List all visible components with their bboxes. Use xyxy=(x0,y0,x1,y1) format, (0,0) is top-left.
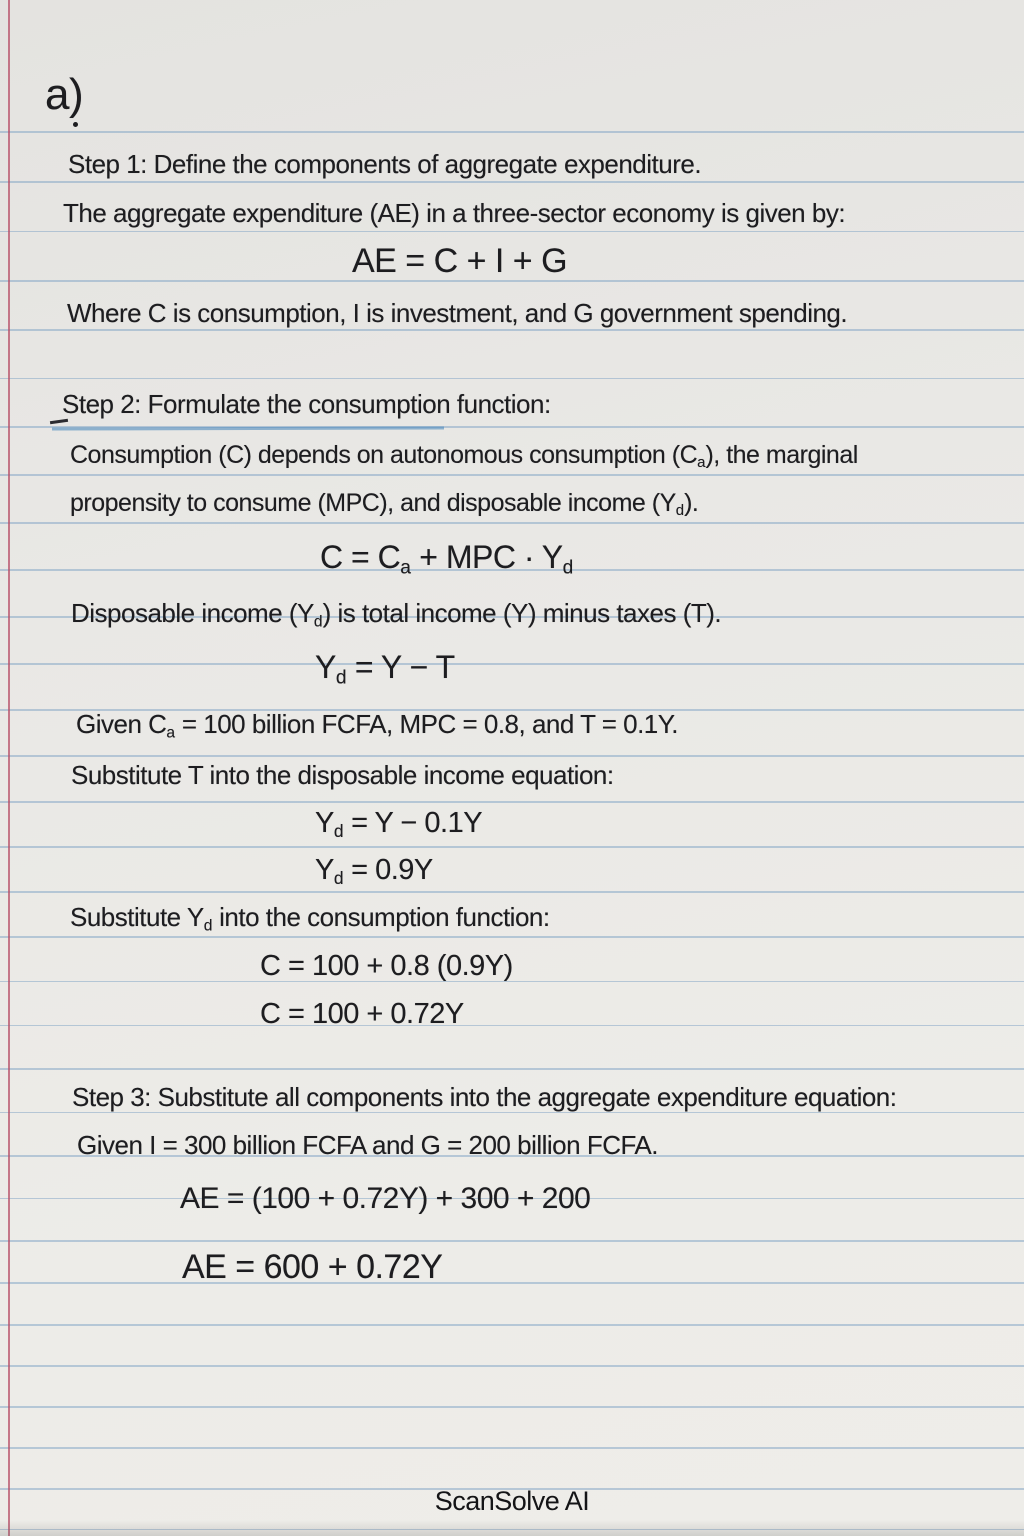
rule-line xyxy=(0,1324,1024,1326)
rule-line xyxy=(0,1529,1024,1531)
ae-final-equation: AE = 600 + 0.72Y xyxy=(182,1248,443,1286)
rule-line xyxy=(0,891,1024,893)
rule-line xyxy=(0,1240,1024,1242)
rule-line xyxy=(0,474,1024,476)
rule-line xyxy=(0,755,1024,757)
footer-watermark: ScanSolve AI xyxy=(434,1486,590,1516)
step2-body-line2: propensity to consume (MPC), and disposable income $(Y_d)$. xyxy=(70,489,699,520)
substitute-yd-line: Substitute $Y_d$ into the consumption function: xyxy=(70,902,550,935)
substitute-t-line: Substitute T into the disposable income equation: xyxy=(71,760,614,790)
given-values-line: Given $C_a = 100$ billion FCFA, MPC = 0.8, and T = 0.1Y. xyxy=(76,709,678,742)
section-label: a) xyxy=(45,70,84,119)
yd-result-equation: $Y_d = 0.9Y$ xyxy=(315,854,433,888)
rule-line xyxy=(0,936,1024,938)
consumption-substituted-equation: C = 100 + 0.8 (0.9Y) xyxy=(260,950,513,982)
rule-line xyxy=(0,1068,1024,1070)
rule-line xyxy=(0,329,1024,331)
step3-heading: Step 3: Substitute all components into the aggregate expenditure equation: xyxy=(72,1082,897,1112)
rule-line xyxy=(0,1447,1024,1449)
rule-line xyxy=(0,1365,1024,1367)
step2-heading: Step 2: Formulate the consumption function: xyxy=(62,389,551,419)
consumption-result-equation: C = 100 + 0.72Y xyxy=(260,998,464,1030)
step3-given-line: Given I = 300 billion FCFA and G = 200 billion FCFA. xyxy=(77,1130,658,1160)
rule-line xyxy=(0,846,1024,848)
aggregate-expenditure-equation: AE = C + I + G xyxy=(352,242,568,280)
rule-line xyxy=(0,181,1024,183)
consumption-function-equation: $C = C_a$ + MPC · $Y_d$ xyxy=(320,539,574,579)
step2-body-line1: Consumption (C) depends on autonomous consumption $(C_a)$, the marginal xyxy=(70,441,858,472)
yd-substitution-equation: $Y_d = Y - 0.1Y$ xyxy=(315,807,483,841)
rule-line xyxy=(0,801,1024,803)
step1-intro: The aggregate expenditure (AE) in a three-sector economy is given by: xyxy=(63,198,846,228)
rule-line xyxy=(0,378,1024,380)
disposable-income-equation: $Y_d = Y - T$ xyxy=(315,649,455,689)
margin-line xyxy=(8,0,10,1536)
step1-note: Where C is consumption, I is investment, and G government spending. xyxy=(67,298,848,328)
rule-line xyxy=(0,663,1024,665)
rule-line xyxy=(0,522,1024,524)
step1-heading: Step 1: Define the components of aggregate expenditure. xyxy=(68,149,702,179)
rule-line xyxy=(0,131,1024,133)
ae-substituted-equation: AE = (100 + 0.72Y) + 300 + 200 xyxy=(180,1182,591,1215)
section-label-dot xyxy=(73,122,78,127)
rule-line xyxy=(0,231,1024,233)
rule-line xyxy=(0,1025,1024,1027)
disposable-income-note: Disposable income $(Y_d)$ is total income (Y) minus taxes (T). xyxy=(71,598,722,631)
rule-line xyxy=(0,1282,1024,1284)
rule-line xyxy=(0,1406,1024,1408)
